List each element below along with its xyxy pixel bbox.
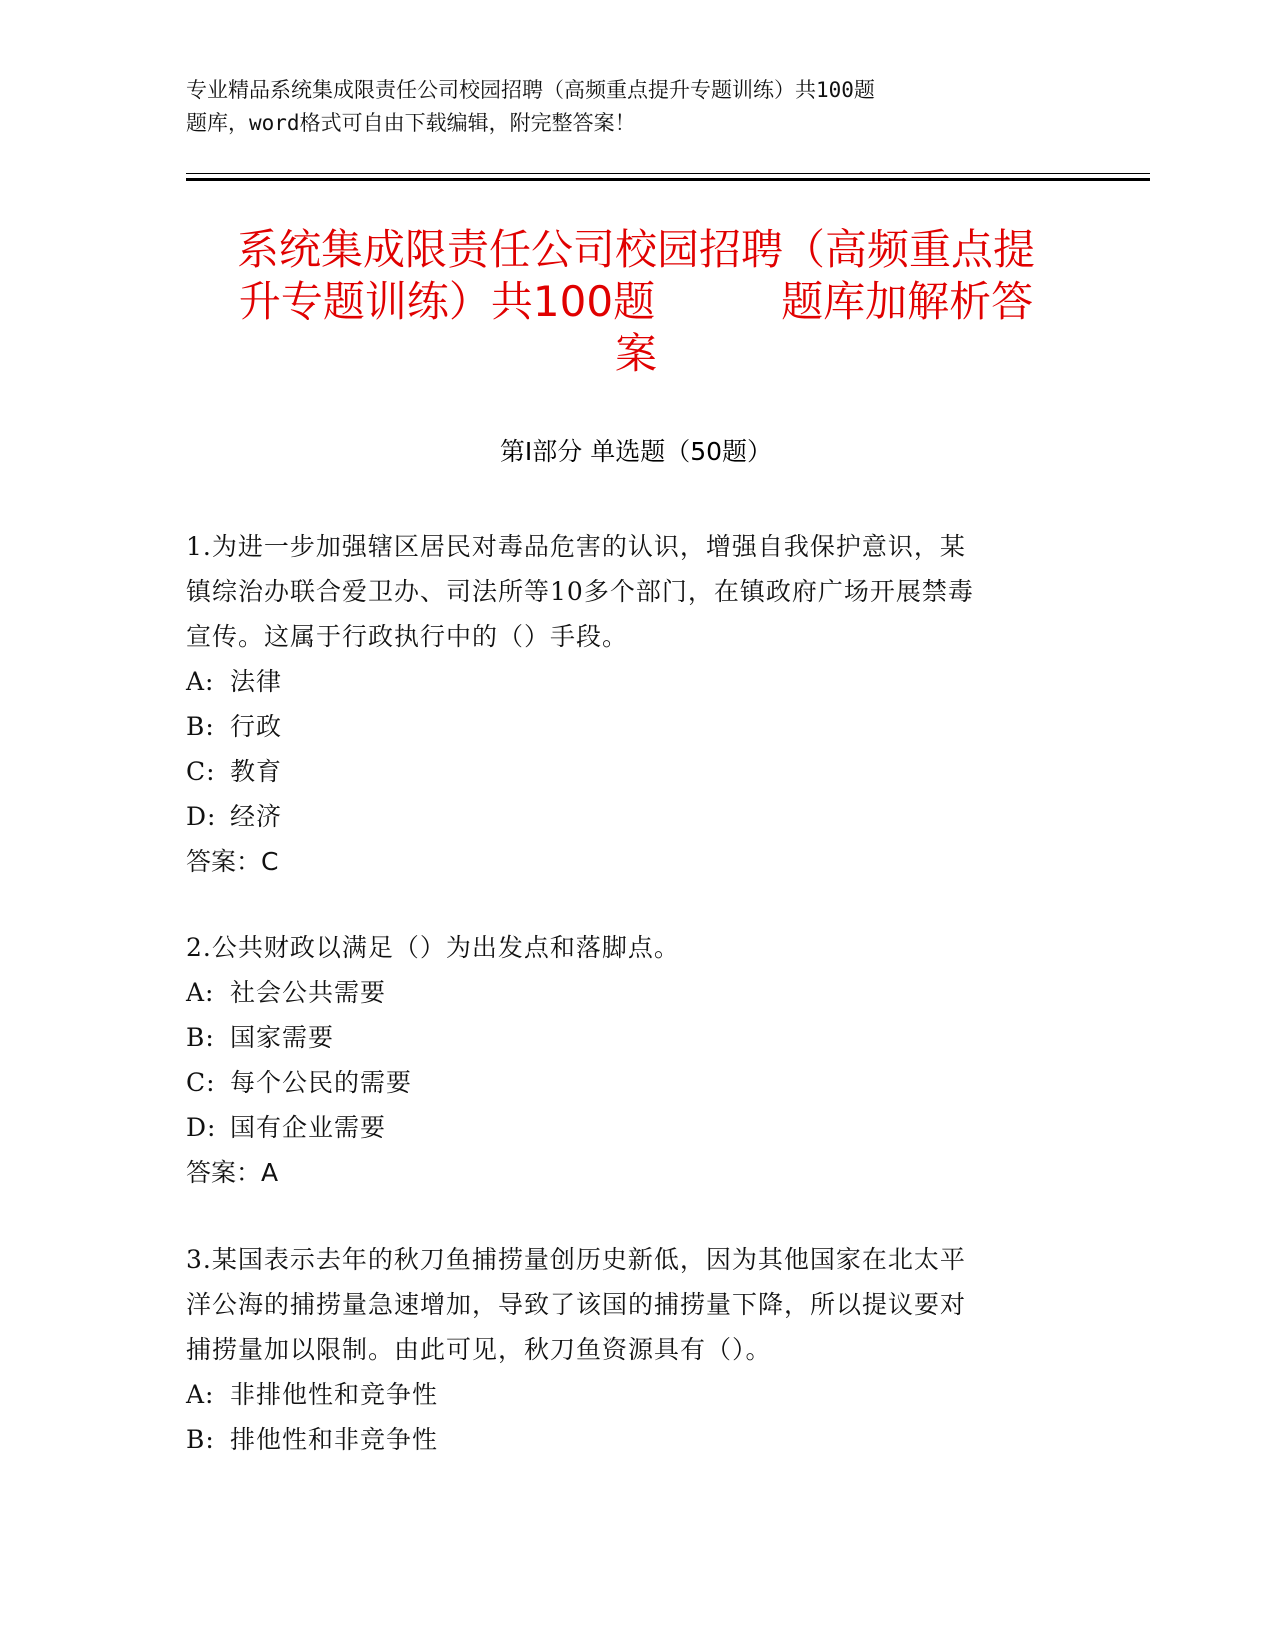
- option-text: 国家需要: [230, 1023, 335, 1052]
- question-stem-line: 2.公共财政以满足（）为出发点和落脚点。: [186, 933, 680, 962]
- option-key: B:: [186, 1425, 215, 1454]
- section-title: 第Ⅰ部分 单选题（50题）: [499, 437, 773, 466]
- option-text: 每个公民的需要: [230, 1068, 413, 1097]
- option-key: D:: [186, 802, 217, 831]
- question-stem-line: 捕捞量加以限制。由此可见，秋刀鱼资源具有（）。: [186, 1335, 772, 1364]
- question-stem: [186, 524, 1086, 659]
- option-b: [186, 1417, 1086, 1462]
- option-key: D:: [186, 1113, 217, 1142]
- question-stem-line: 3.某国表示去年的秋刀鱼捕捞量创历史新低，因为其他国家在北太平: [186, 1245, 966, 1274]
- option-text: 行政: [230, 712, 283, 741]
- header-note-line-1: 专业精品系统集成限责任公司校园招聘（高频重点提升专题训练）共100题: [186, 78, 875, 102]
- question-stem-line: 1.为进一步加强辖区居民对毒品危害的认识，增强自我保护意识，某: [186, 532, 966, 561]
- question-stem: [186, 925, 1086, 970]
- option-a: [186, 1372, 1086, 1417]
- question-2: [186, 925, 1086, 1195]
- option-key: B:: [186, 1023, 215, 1052]
- option-c: [186, 1060, 1086, 1105]
- document-title: [186, 224, 1086, 380]
- question-stem: [186, 1237, 1086, 1372]
- option-text: 国有企业需要: [230, 1113, 387, 1142]
- option-d: [186, 794, 1086, 839]
- header-divider-thin: [186, 173, 1150, 174]
- document-title-line-1: 系统集成限责任公司校园招聘（高频重点提: [236, 225, 1035, 274]
- option-text: 法律: [230, 667, 283, 696]
- option-b: [186, 704, 1086, 749]
- option-d: [186, 1105, 1086, 1150]
- option-key: A:: [186, 1380, 215, 1409]
- question-stem-line: 镇综治办联合爱卫办、司法所等10多个部门，在镇政府广场开展禁毒: [186, 577, 974, 606]
- option-c: [186, 749, 1086, 794]
- option-b: [186, 1015, 1086, 1060]
- question-stem-line: 宣传。这属于行政执行中的（）手段。: [186, 622, 629, 651]
- header-note-line-2: 题库，word格式可自由下载编辑，附完整答案！: [186, 111, 636, 135]
- option-a: [186, 659, 1086, 704]
- document-title-line-2: 升专题训练）共100题 题库加解析答: [238, 277, 1034, 326]
- option-text: 社会公共需要: [230, 978, 387, 1007]
- question-3: [186, 1237, 1086, 1462]
- option-text: 排他性和非竞争性: [230, 1425, 439, 1454]
- option-text: 经济: [230, 802, 283, 831]
- option-text: 非排他性和竞争性: [230, 1380, 439, 1409]
- option-a: [186, 970, 1086, 1015]
- header-divider-thick: [186, 178, 1150, 181]
- document-title-line-3: 案: [614, 329, 657, 378]
- option-text: 教育: [230, 757, 283, 786]
- question-answer: 答案：A: [186, 1158, 279, 1187]
- question-stem-line: 洋公海的捕捞量急速增加，导致了该国的捕捞量下降，所以提议要对: [186, 1290, 967, 1319]
- option-key: A:: [186, 667, 215, 696]
- question-answer: 答案：C: [186, 847, 279, 876]
- header-note: [186, 74, 1006, 140]
- option-key: B:: [186, 712, 215, 741]
- option-key: C:: [186, 757, 216, 786]
- option-key: C:: [186, 1068, 216, 1097]
- question-1: [186, 524, 1086, 884]
- option-key: A:: [186, 978, 215, 1007]
